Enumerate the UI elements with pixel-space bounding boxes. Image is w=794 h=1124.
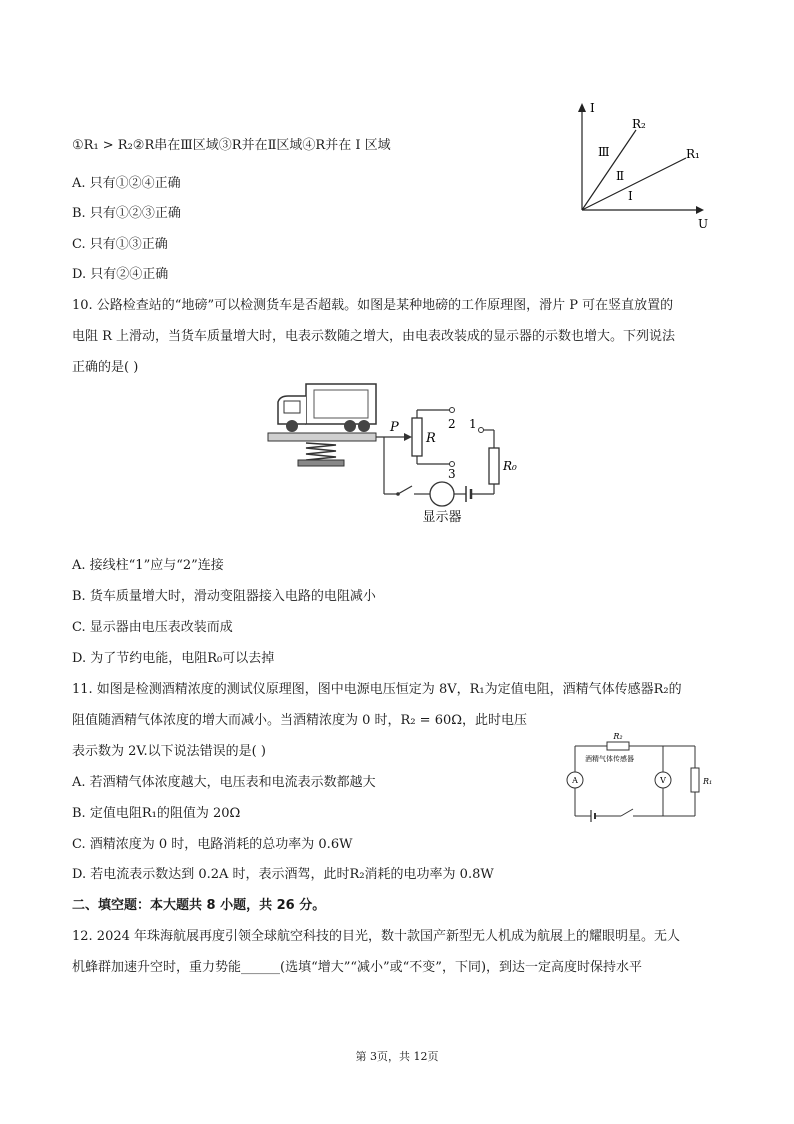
q10-stem-line-1: 10. 公路检查站的“地磅”可以检测货车是否超载。如图是某种地磅的工作原理图，滑片 P 可在竖直放置的 [72, 298, 674, 313]
terminal-2 [450, 408, 455, 413]
q11-stem-line-3: 表示数为 2V.以下说法错误的是( ) [72, 744, 266, 759]
terminal-1-label: 1 [469, 417, 477, 431]
q10-option-c: C. 显示器由电压表改装而成 [72, 620, 233, 635]
sensor-r2 [607, 742, 629, 750]
region-2-label: Ⅱ [616, 169, 625, 183]
q11-option-a: A. 若酒精气体浓度越大，电压表和电流表示数都越大 [72, 775, 376, 790]
resistor-r1 [691, 768, 699, 792]
region-3-label: Ⅲ [598, 145, 610, 159]
terminal-1 [479, 428, 484, 433]
q11-stem-line-1: 11. 如图是检测酒精浓度的测试仪原理图，图中电源电压恒定为 8V，R₁为定值电阻，酒精气体传感器R₂的 [72, 682, 682, 697]
switch [398, 486, 412, 494]
i-axis-arrow-icon [578, 103, 586, 112]
terminal-2-label: 2 [448, 417, 456, 431]
q9-statements: ①R₁ > R₂②R串在Ⅲ区域③R并在Ⅱ区域④R并在 I 区域 [72, 138, 391, 153]
q12-line-2: 机蜂群加速升空时，重力势能______(选填“增大”“减小”或“不变”，下同)，到达一定高度时保持水平 [72, 960, 643, 975]
scale-platform [268, 433, 376, 441]
q11-option-c: C. 酒精浓度为 0 时，电路消耗的总功率为 0.6W [72, 837, 353, 852]
q9-option-d: D. 只有②④正确 [72, 267, 169, 282]
i-axis-label: I [590, 101, 595, 115]
u-axis-label: U [698, 217, 709, 231]
r2-line-label: R₂ [632, 117, 646, 131]
display-label: 显示器 [422, 510, 462, 525]
terminal-3-label: 3 [448, 467, 456, 481]
rheostat-r-label: R [426, 431, 436, 446]
slider-p-arrow-icon [404, 433, 412, 441]
q10-stem-line-2: 电阻 R 上滑动，当货车质量增大时，电表示数随之增大，由电表改装成的显示器的示数也增大。下列说法 [72, 329, 676, 344]
q10-option-b: B. 货车质量增大时，滑动变阻器接入电路的电阻减小 [72, 589, 376, 604]
q11-stem-line-2: 阻值随酒精气体浓度的增大而减小。当酒精浓度为 0 时，R₂ = 60Ω，此时电压 [72, 713, 528, 728]
alcohol-tester-circuit [563, 728, 723, 826]
slider-p-label: P [390, 420, 399, 435]
q10-option-a: A. 接线柱“1”应与“2”连接 [72, 558, 224, 573]
resistor-r1-label: R₁ [703, 777, 713, 786]
ammeter-label: A [572, 776, 578, 785]
spring-base [298, 460, 344, 466]
r1-line-label: R₁ [686, 147, 700, 161]
voltmeter-label: V [660, 776, 666, 785]
switch-k [621, 809, 633, 816]
weighbridge-circuit [266, 380, 536, 528]
sensor-r2-label: R₂ [613, 732, 623, 741]
q9-option-a: A. 只有①②④正确 [72, 176, 181, 191]
q10-stem-line-3: 正确的是( ) [72, 360, 139, 375]
spring-icon [306, 443, 336, 460]
region-1-label: I [628, 189, 633, 203]
r1-line [582, 158, 686, 210]
q11-option-b: B. 定值电阻R₁的阻值为 20Ω [72, 806, 241, 821]
q11-option-d: D. 若电流表示数达到 0.2A 时，表示酒驾，此时R₂消耗的电功率为 0.8W [72, 867, 494, 882]
sensor-caption: 酒精气体传感器 [585, 755, 634, 763]
q9-option-c: C. 只有①③正确 [72, 237, 168, 252]
resistor-r0 [489, 448, 499, 484]
truck-icon [278, 384, 376, 432]
display-meter [430, 482, 454, 506]
resistor-r0-label: R₀ [503, 459, 517, 473]
section-heading: 二、填空题：本大题共 8 小题，共 26 分。 [72, 898, 326, 913]
q10-option-d: D. 为了节约电能，电阻R₀可以去掉 [72, 651, 275, 666]
u-axis-arrow-icon [696, 206, 704, 214]
rheostat-r [412, 418, 422, 456]
terminal-3 [450, 462, 455, 467]
page-footer: 第 3页，共 12页 [355, 1050, 439, 1063]
q9-option-b: B. 只有①②③正确 [72, 206, 181, 221]
q12-line-1: 12. 2024 年珠海航展再度引领全球航空科技的目光，数十款国产新型无人机成为航展上的耀眼明星。无人 [72, 929, 681, 944]
iu-graph [568, 98, 718, 233]
